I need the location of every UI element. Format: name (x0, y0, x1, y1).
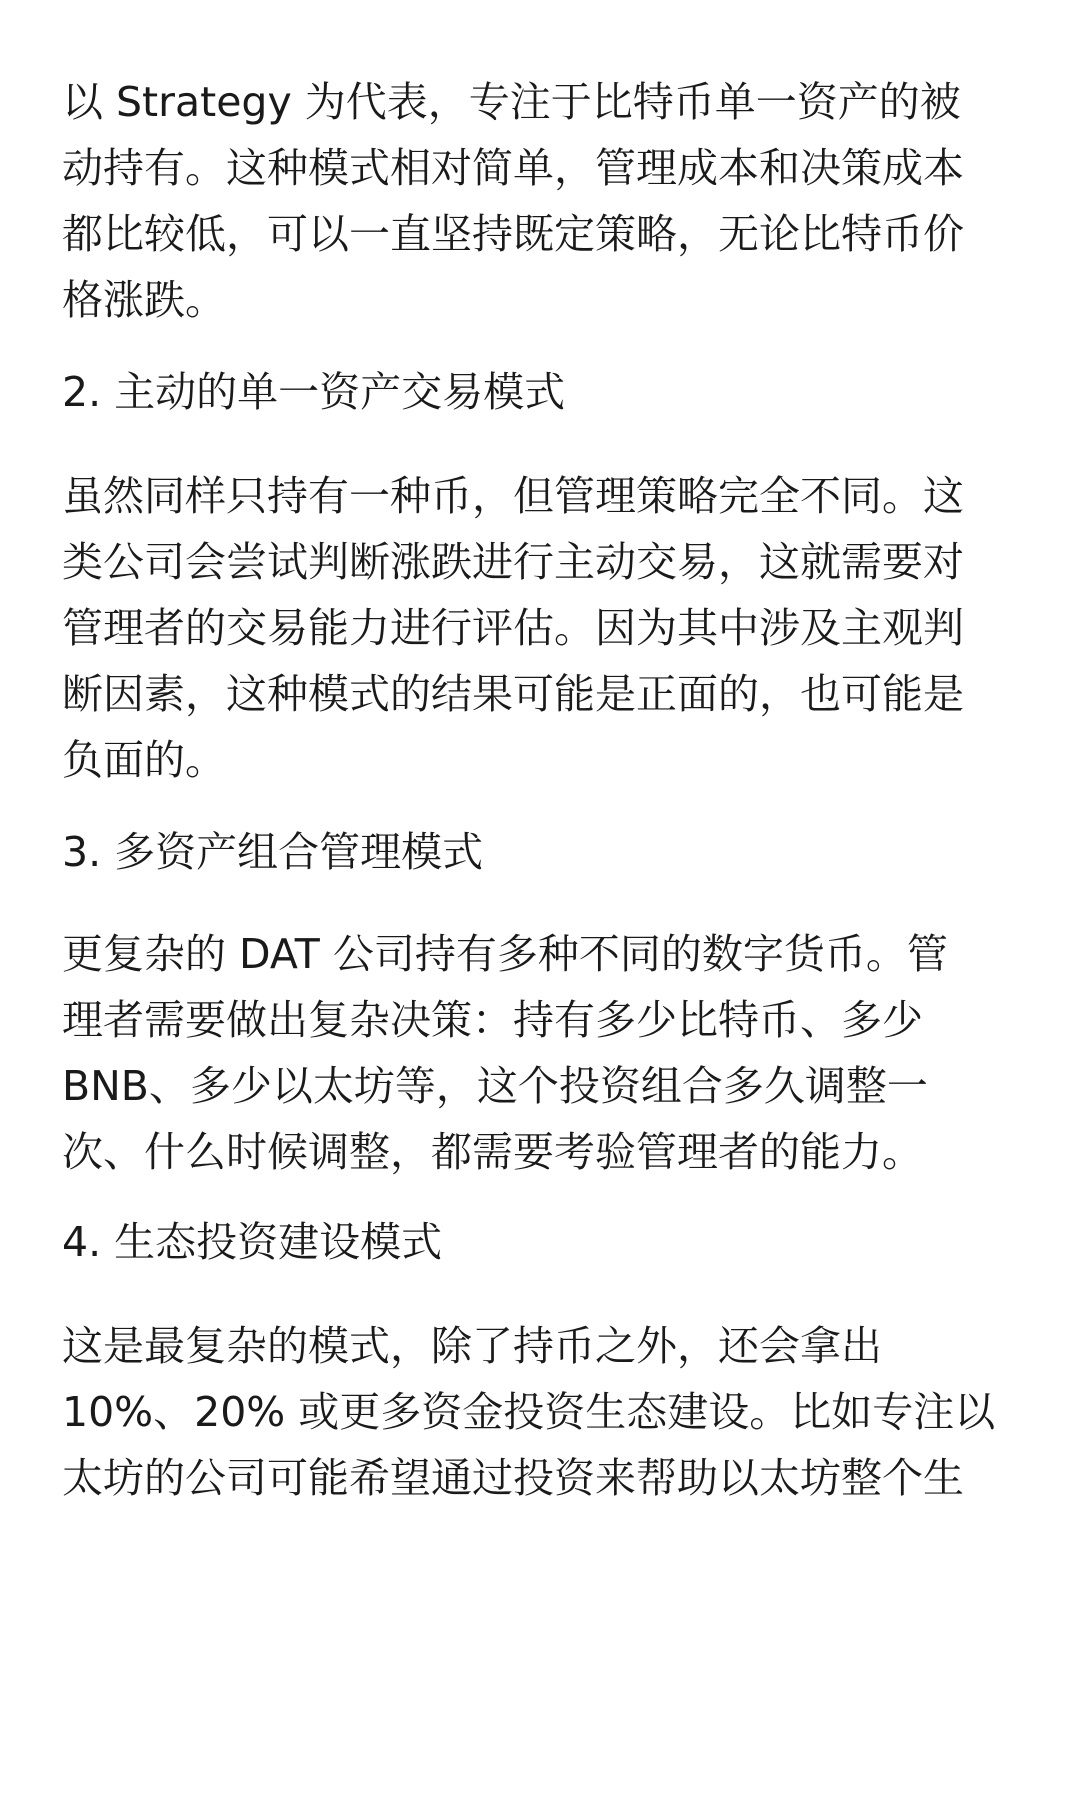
paragraph-line: 负面的。 (62, 736, 226, 784)
paragraph-line: 次、什么时候调整，都需要考验管理者的能力。 (62, 1128, 923, 1176)
paragraph-line: 动持有。这种模式相对简单，管理成本和决策成本 (62, 144, 964, 192)
paragraph-line: 断因素，这种模式的结果可能是正面的，也可能是 (62, 670, 964, 718)
paragraph-line: 虽然同样只持有一种币，但管理策略完全不同。这 (62, 472, 964, 520)
heading-text: 2. 主动的单一资产交易模式 (62, 368, 566, 416)
paragraph-line: 类公司会尝试判断涨跌进行主动交易，这就需要对 (62, 538, 964, 586)
paragraph-line: 10%、20% 或更多资金投资生态建设。比如专注以 (62, 1388, 996, 1436)
paragraph-line: BNB、多少以太坊等，这个投资组合多久调整一 (62, 1062, 928, 1110)
paragraph-line: 更复杂的 DAT 公司持有多种不同的数字货币。管 (62, 930, 948, 978)
paragraph-line: 太坊的公司可能希望通过投资来帮助以太坊整个生 (62, 1454, 964, 1502)
paragraph-line: 管理者的交易能力进行评估。因为其中涉及主观判 (62, 604, 964, 652)
paragraph-line: 都比较低，可以一直坚持既定策略，无论比特币价 (62, 210, 964, 258)
paragraph-line: 格涨跌。 (62, 276, 226, 324)
heading-text: 3. 多资产组合管理模式 (62, 828, 484, 876)
heading-text: 4. 生态投资建设模式 (62, 1218, 443, 1266)
paragraph-line: 这是最复杂的模式，除了持币之外，还会拿出 (62, 1322, 882, 1370)
paragraph-line: 理者需要做出复杂决策：持有多少比特币、多少 (62, 996, 923, 1044)
paragraph-line: 以 Strategy 为代表，专注于比特币单一资产的被 (62, 78, 961, 126)
